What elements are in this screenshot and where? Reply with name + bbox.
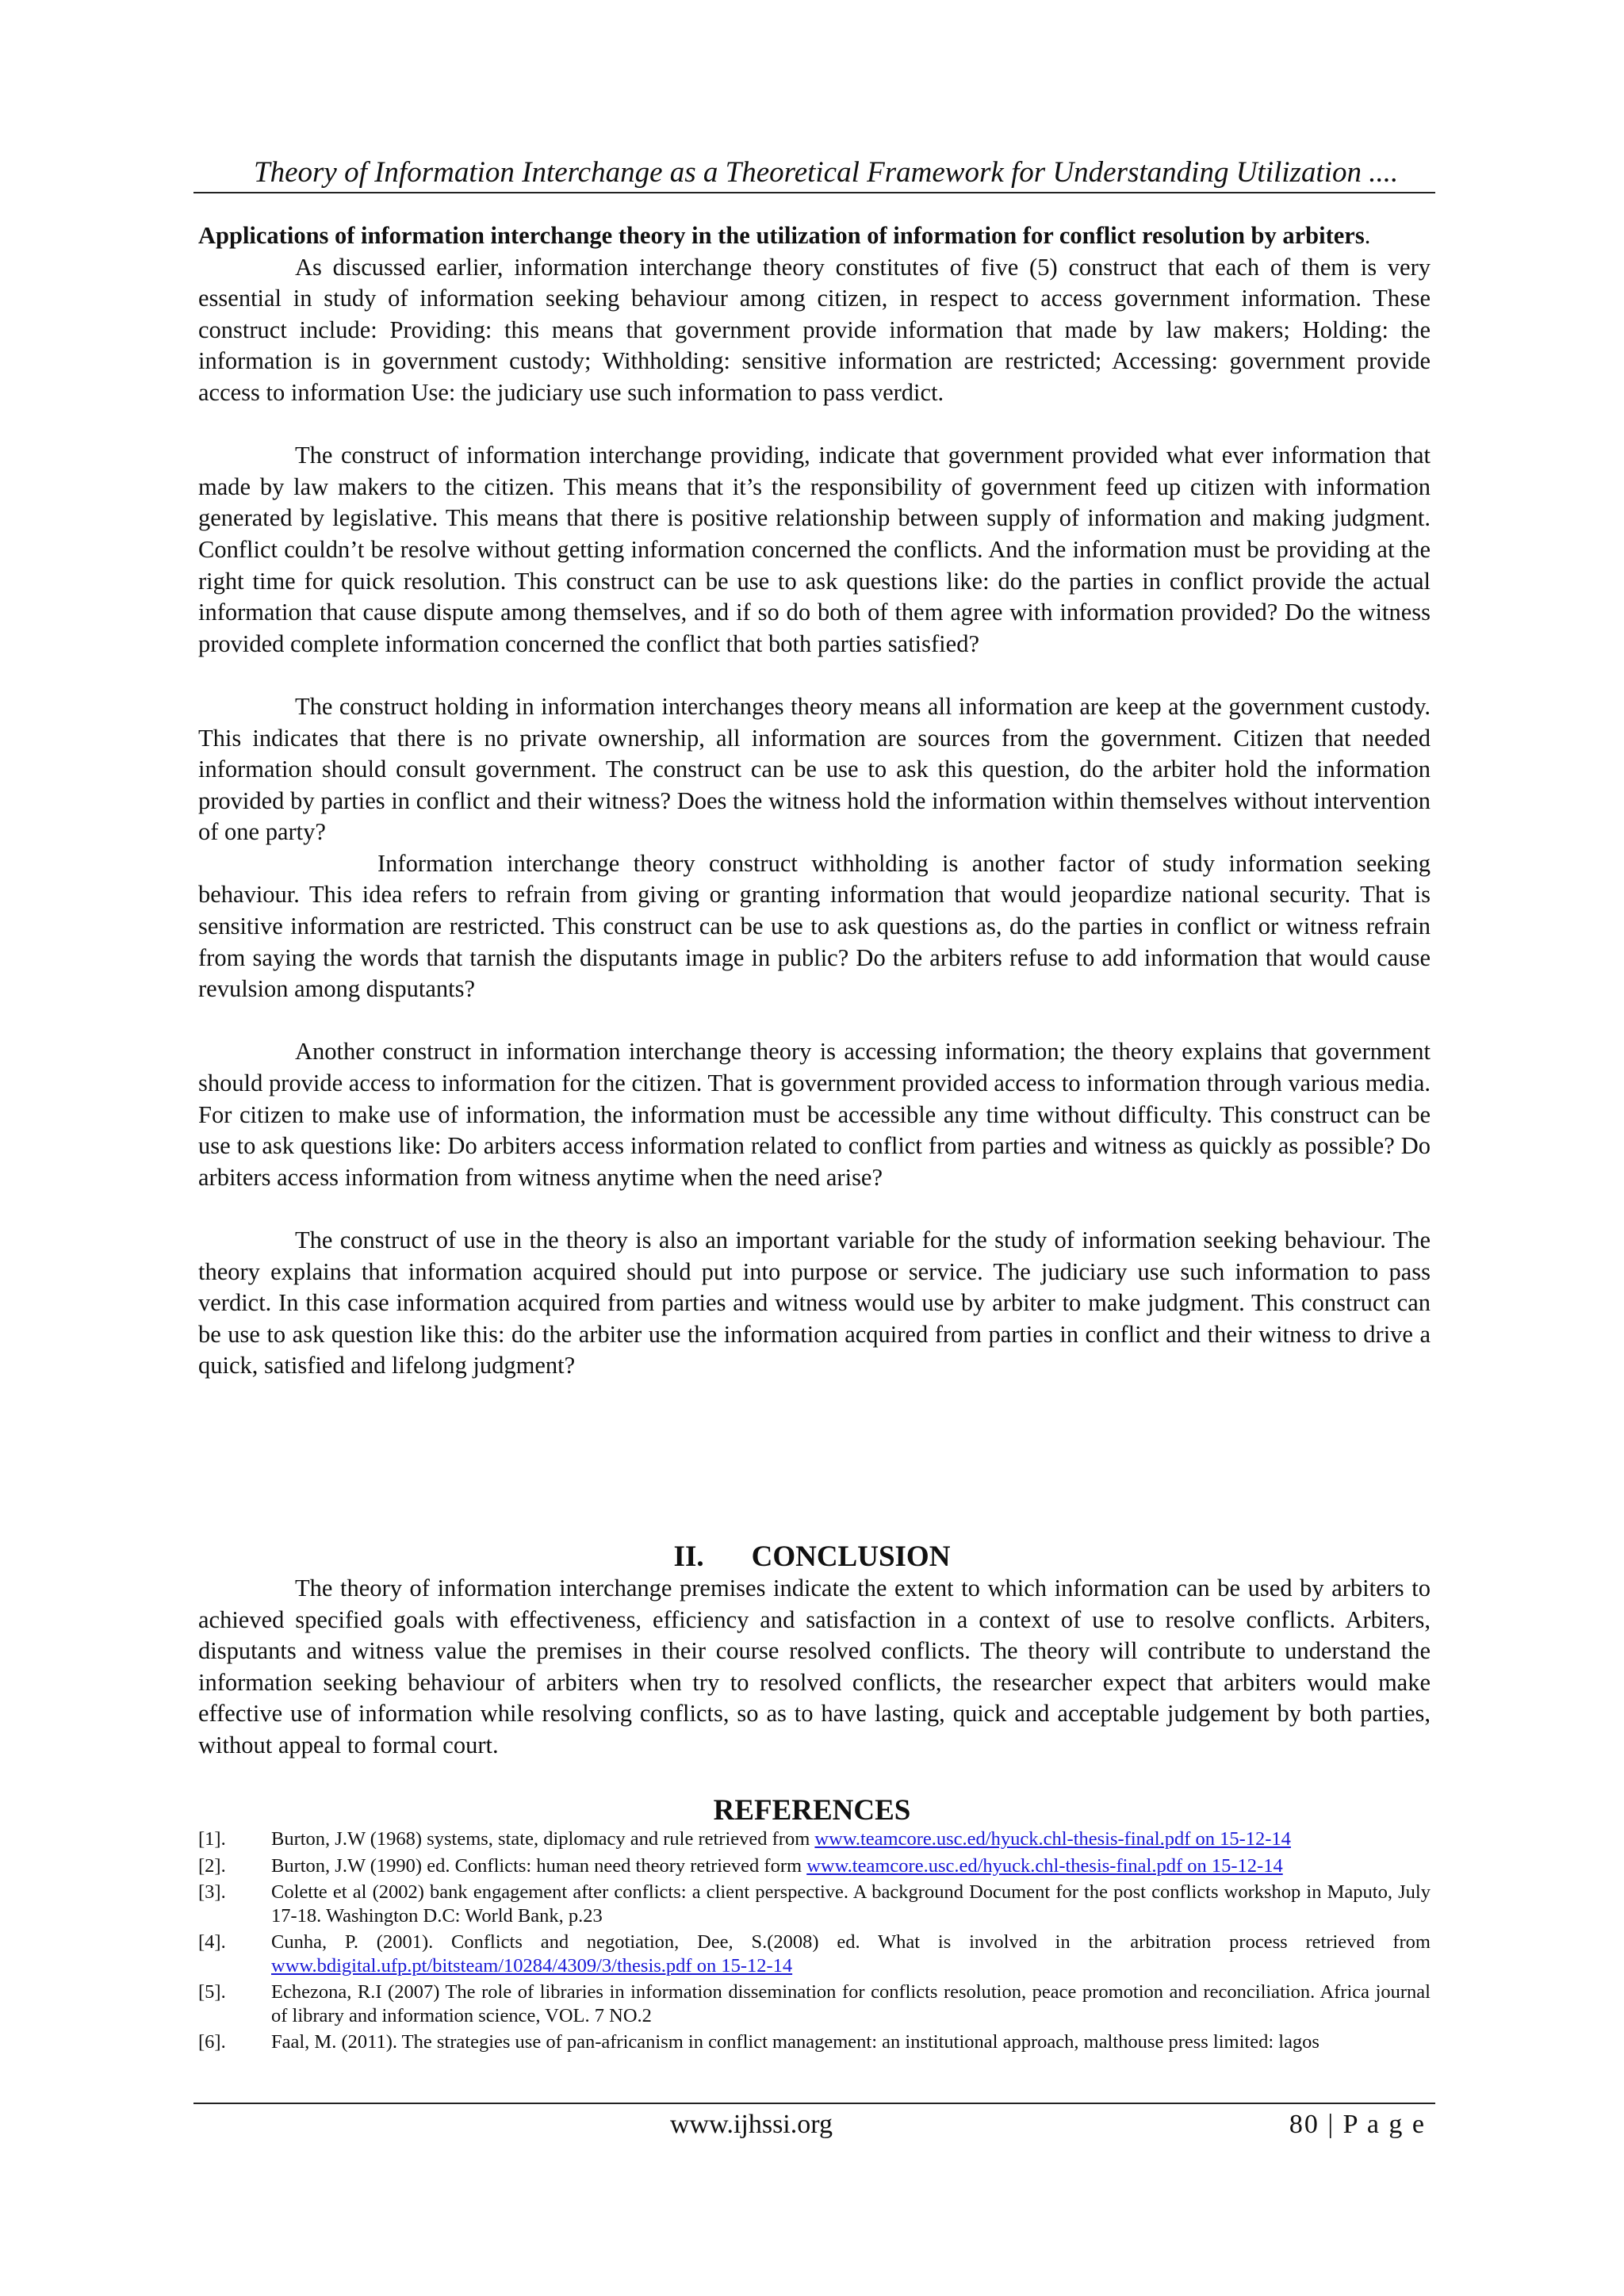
references-list: [198, 1827, 1431, 2057]
reference-text: [271, 1854, 1431, 1878]
conclusion-paragraph: The theory of information interchange premises indicate the extent to which information can be used by arbiters to achieved specified goals with effectiveness, efficiency and satisfaction in a context of use to resolve conflicts. Arbiters, disputants and witness value the premises in their course resolved conflicts. The theory will contribute to understand the information seeking behaviour of arbiters when try to resolved conflicts, the researcher expect that arbiters would make effective use of information while resolving conflicts, so as to have lasting, quick and acceptable judgement by both parties, without appeal to formal court.: [198, 1575, 1431, 1758]
paragraph-3: The construct holding in information interchanges theory means all information are keep at the government custody. This indicates that there is no private ownership, all information are sources from the government. Citizen that needed information should consult government. The construct can be use to ask this question, do the arbiter hold the information provided by parties in conflict and their witness? Does the witness hold the information within themselves without intervention of one party?: [198, 692, 1431, 846]
paragraph-5: Another construct in information interchange theory is accessing information; the theory explains that government should provide access to information for the citizen. That is government provided access to information through various media. For citizen to make use of information, the information must be accessible any time without difficulty. This construct can be use to ask questions like: Do arbiters access information related to conflict from parties and witness as quickly as possible? Do arbiters access information from witness anytime when the need arise?: [198, 1038, 1431, 1191]
paragraph-4: Information interchange theory construct withholding is another factor of study information seeking behaviour. This idea refers to refrain from giving or granting information that would jeopardize national security. That is sensitive information are restricted. This construct can be use to ask questions as, do the parties in conflict or witness refrain from saying the words that tarnish the disputants image in public? Do the arbiters refuse to add information that would cause revulsion among disputants?: [198, 849, 1431, 1003]
footer-website[interactable]: www.ijhssi.org: [670, 2110, 833, 2139]
header-rule: [193, 192, 1435, 193]
section-title: [198, 220, 1431, 252]
reference-item: [198, 1931, 1431, 1977]
reference-item: [198, 2030, 1431, 2054]
reference-citation: Burton, J.W (1968) systems, state, diplomacy and rule retrieved from: [271, 1828, 815, 1850]
reference-item: [198, 1827, 1431, 1851]
conclusion-title: CONCLUSION: [751, 1540, 951, 1573]
paragraph-2: The construct of information interchange providing, indicate that government provided what ever information that made by law makers to the citizen. This means that it’s the responsibility of government feed up citizen with information generated by legislative. This means that there is positive relationship between supply of information and making judgment. Conflict couldn’t be resolve without getting information concerned the conflicts. And the information must be providing at the right time for quick resolution. This construct can be use to ask questions like: do the parties in conflict provide the actual information that cause dispute among themselves, and if so do both of them agree with information provided? Do the witness provided complete information concerned the conflict that both parties satisfied?: [198, 442, 1431, 657]
reference-link[interactable]: www.bdigital.ufp.pt/bitsteam/10284/4309/3/thesis.pdf on 15-12-14: [271, 1954, 793, 1976]
conclusion-number: II.: [673, 1540, 704, 1573]
paragraph-6: The construct of use in the theory is also an important variable for the study of information seeking behaviour. The theory explains that information acquired should put into purpose or service. The judiciary use such information to pass verdict. In this case information acquired from parties and witness would use by arbiter to make judgment. This construct can be use to ask question like this: do the arbiter use the information acquired from parties in conflict and their witness to drive a quick, satisfied and lifelong judgment?: [198, 1226, 1431, 1380]
reference-link[interactable]: www.teamcore.usc.ed/hyuck.chl-thesis-final.pdf on 15-12-14: [814, 1828, 1291, 1850]
main-body: [198, 220, 1431, 1382]
running-header: Theory of Information Interchange as a Theoretical Framework for Understanding Utilization ....: [254, 156, 1399, 189]
reference-citation: Cunha, P. (2001). Conflicts and negotiation, Dee, S.(2008) ed. What is involved in the arbitration process retrieved from: [271, 1931, 1431, 1953]
reference-text: Colette et al (2002) bank engagement after conflicts: a client perspective. A background Document for the post conflicts workshop in Maputo, July 17-18. Washington D.C: World Bank, p.23: [271, 1881, 1431, 1927]
reference-text: Faal, M. (2011). The strategies use of pan-africanism in conflict management: an institutional approach, malthouse press limited: lagos: [271, 2031, 1320, 2053]
references-heading: REFERENCES: [713, 1794, 911, 1827]
reference-number: [3].: [198, 1881, 226, 1903]
reference-text: [271, 1931, 1431, 1977]
reference-citation: Burton, J.W (1990) ed. Conflicts: human need theory retrieved form: [271, 1854, 807, 1877]
reference-item: [198, 1881, 1431, 1927]
reference-link[interactable]: www.teamcore.usc.ed/hyuck.chl-thesis-final.pdf on 15-12-14: [806, 1854, 1283, 1877]
reference-text: Echezona, R.I (2007) The role of libraries in information dissemination for conflicts resolution, peace promotion and reconciliation. Africa journal of library and information science, VOL. 7 NO.2: [271, 1981, 1431, 2026]
reference-number: [2].: [198, 1854, 226, 1877]
footer-rule: [193, 2103, 1435, 2104]
footer-page-number: 80 | P a g e: [1289, 2110, 1426, 2139]
reference-item: [198, 1854, 1431, 1878]
reference-text: [271, 1827, 1431, 1851]
reference-number: [4].: [198, 1931, 226, 1953]
reference-number: [5].: [198, 1981, 226, 2003]
conclusion-heading: [0, 1540, 1624, 1575]
section-title-period: .: [1364, 222, 1371, 249]
reference-number: [1].: [198, 1828, 226, 1850]
reference-number: [6].: [198, 2031, 226, 2053]
section-title-text: Applications of information interchange theory in the utilization of information for conflict resolution by arbiters: [198, 222, 1365, 249]
paragraph-1: As discussed earlier, information interchange theory constitutes of five (5) construct that each of them is very essential in study of information seeking behaviour among citizen, in respect to access government information. These construct include: Providing: this means that government provide information that made by law makers; Holding: the information is in government custody; Withholding: sensitive information are restricted; Accessing: government provide access to information Use: the judiciary use such information to pass verdict.: [198, 253, 1431, 406]
reference-item: [198, 1980, 1431, 2027]
conclusion-body: [198, 1573, 1431, 1762]
